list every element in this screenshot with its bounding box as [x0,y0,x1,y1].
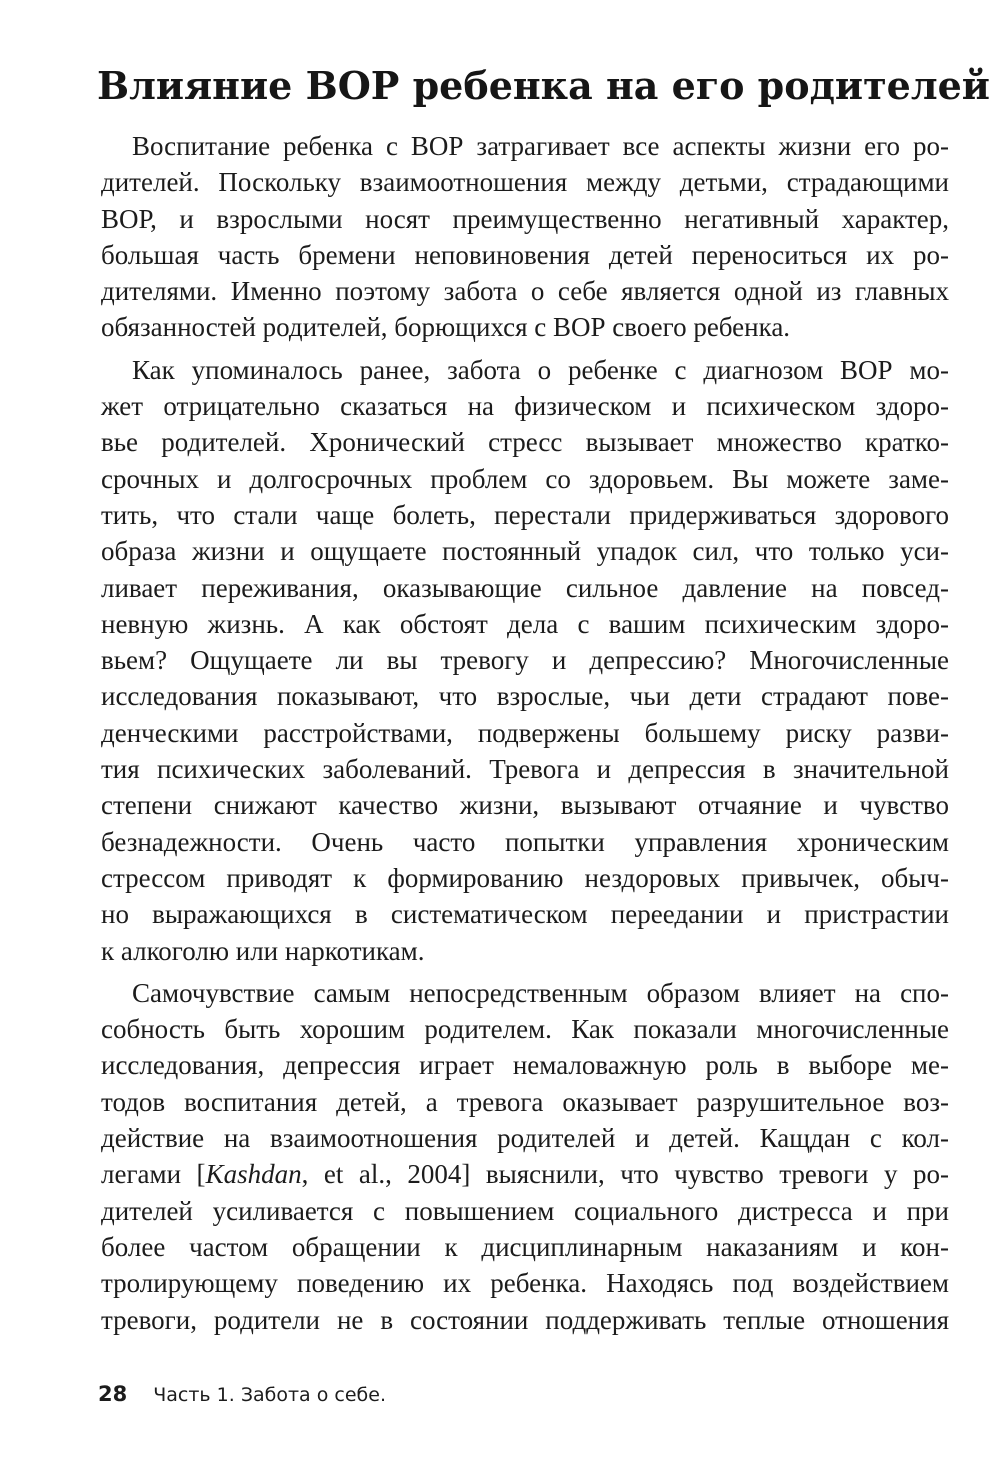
citation-prefix: легами [ [101,1159,206,1190]
text-line: срочных и долгосрочных проблем со здоровьем. Вы можете заме- [101,463,949,494]
body-text [101,128,949,1344]
text-line: обязанностей родителей, борющихся с ВОР своего ребенка. [101,312,791,343]
text-line: но выражающихся в систематическом переедании и пристрастии [101,899,949,930]
text-line: ливает переживания, оказывающие сильное давление на повсед- [101,572,949,603]
text-line: образа жизни и ощущаете постоянный упадок сил, что только уси- [101,536,949,567]
text-line: дителями. Именно поэтому забота о себе является одной из главных [101,276,949,307]
text-line: дителей. Поскольку взаимоотношения между детьми, страдающими [101,167,949,198]
paragraph-3 [101,975,949,1338]
section-heading: Влияние ВОР ребенка на его родителей [97,63,990,108]
text-line: тревоги, родители не в состоянии поддерживать теплые отношения [101,1304,949,1335]
page-footer [98,1381,386,1408]
text-line: степени снижают качество жизни, вызывают отчаяние и чувство [101,790,949,821]
citation-suffix: , et al., 2004] выяснили, что чувство тревоги у ро- [301,1159,949,1190]
text-line: вьем? Ощущаете ли вы тревогу и депрессию? Многочисленные [101,645,949,676]
text-line: безнадежности. Очень часто попытки управления хроническим [101,826,949,857]
text-line: денческими расстройствами, подвержены большему риску разви- [101,717,949,748]
paragraph-2 [101,352,949,969]
text-line: исследования, депрессия играет немаловажную роль в выборе ме- [101,1050,949,1081]
paragraph-1 [101,128,949,346]
text-line: действие на взаимоотношения родителей и детей. Кащдан с кол- [101,1123,949,1154]
text-line: Как упоминалось ранее, забота о ребенке с диагнозом ВОР мо- [132,354,949,385]
text-line: собность быть хорошим родителем. Как показали многочисленные [101,1014,949,1045]
text-line: к алкоголю или наркотикам. [101,935,425,966]
text-line: более частом обращении к дисциплинарным наказаниям и кон- [101,1231,949,1262]
running-title: Часть 1. Забота о себе. [153,1384,386,1406]
text-line: тия психических заболеваний. Тревога и депрессия в значительной [101,754,949,785]
text-line: жет отрицательно сказаться на физическом и психическом здоро- [101,391,949,422]
citation-line [101,1156,949,1192]
text-line: Воспитание ребенка с ВОР затрагивает все аспекты жизни его ро- [132,131,949,161]
text-line: исследования показывают, что взрослые, чьи дети страдают пове- [101,681,949,712]
text-line: большая часть бремени неповиновения детей переноситься их ро- [101,239,949,270]
text-line: вье родителей. Хронический стресс вызывает множество кратко- [101,427,949,458]
text-line: тодов воспитания детей, а тревога оказывает разрушительное воз- [101,1086,949,1117]
text-line: тить, что стали чаще болеть, перестали придерживаться здорового [101,499,949,530]
text-line: дителей усиливается с повышением социального дистресса и при [101,1195,949,1226]
text-line: ВОР, и взрослыми носят преимущественно негативный характер, [101,203,949,234]
text-line: невную жизнь. А как обстоят дела с вашим психическим здоро- [101,608,949,639]
text-line: Самочувствие самым непосредственным образом влияет на спо- [132,977,949,1008]
text-line: тролирующему поведению их ребенка. Находясь под воздействием [101,1268,949,1299]
text-line: стрессом приводят к формированию нездоровых привычек, обыч- [101,862,949,893]
citation-author: Kashdan [205,1159,302,1190]
page-number: 28 [98,1382,128,1406]
